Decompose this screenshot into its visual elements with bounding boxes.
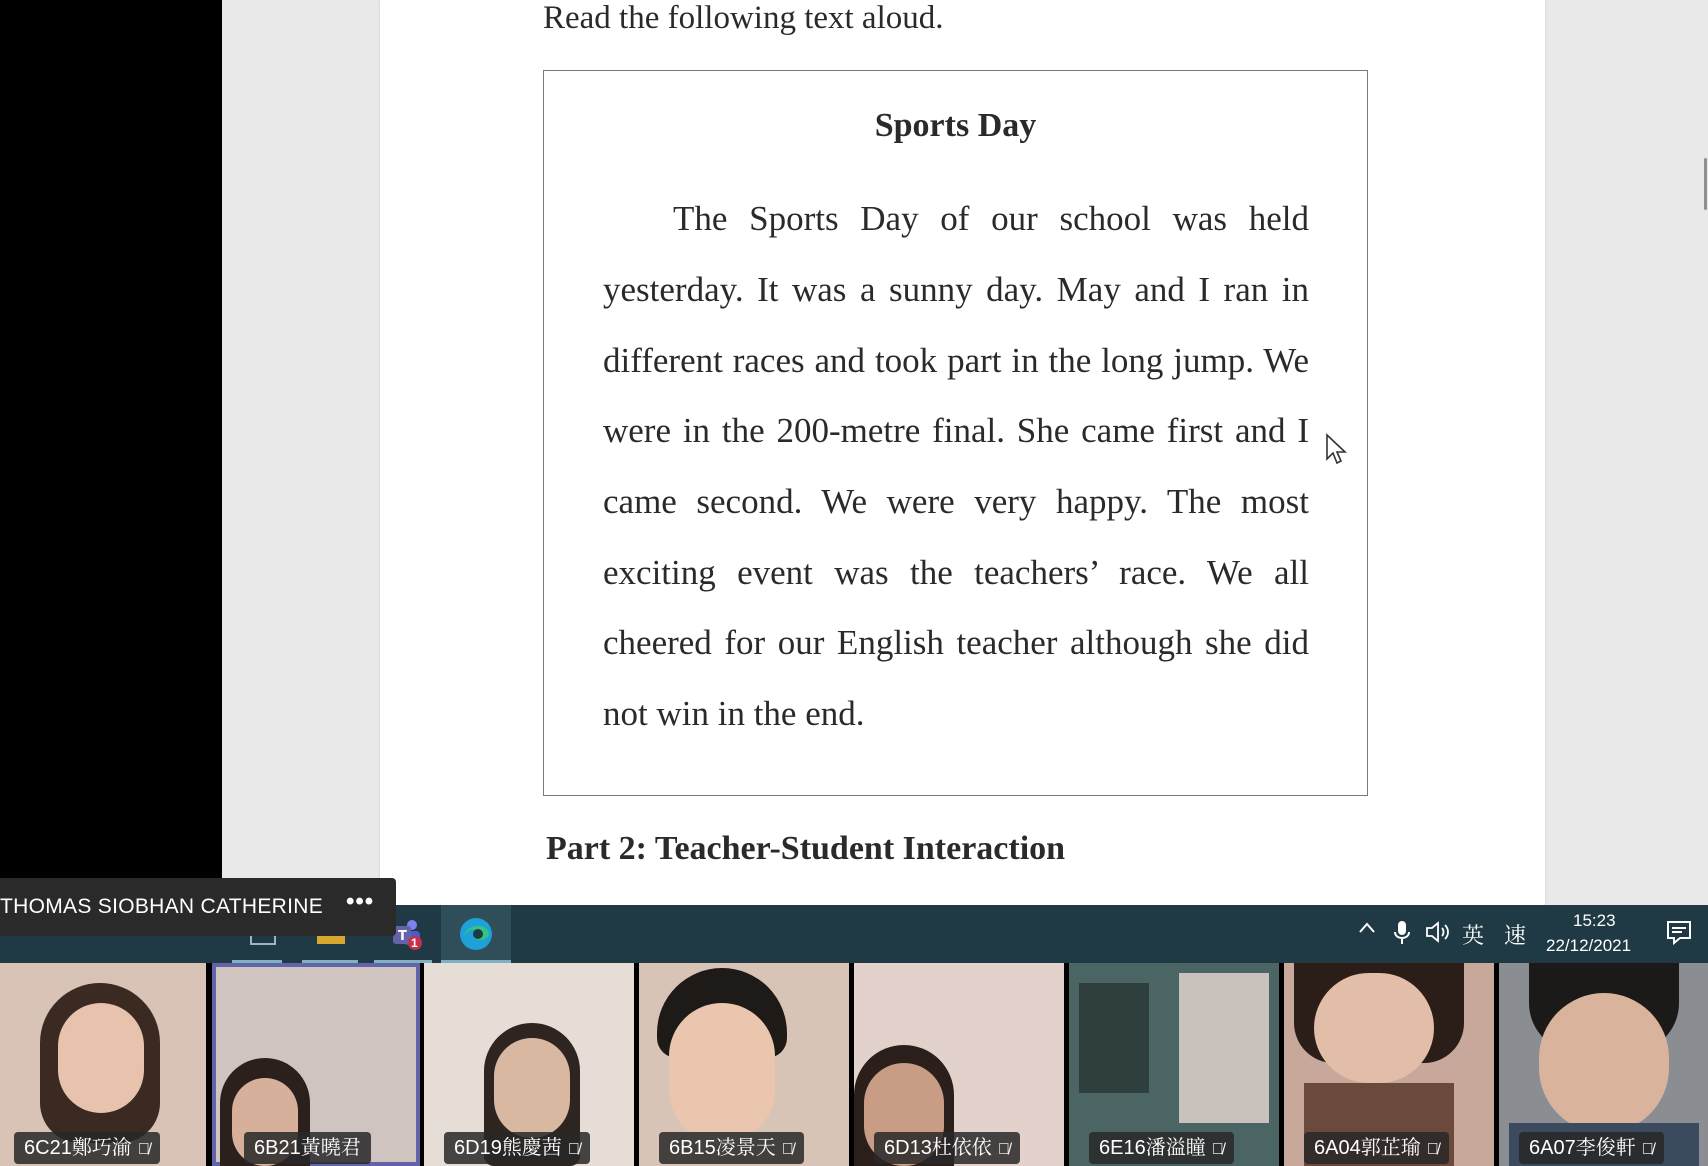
- scrollbar[interactable]: [1704, 158, 1707, 210]
- screen-margin: [0, 0, 222, 905]
- passage-box: [543, 70, 1368, 796]
- volume-icon[interactable]: [1425, 920, 1451, 950]
- passage-line: cheered for our English teacher although she did: [603, 623, 1309, 662]
- participant-tile[interactable]: [854, 963, 1064, 1166]
- instruction-text: Read the following text aloud.: [543, 0, 944, 36]
- mic-off-icon: 🎙̸: [1426, 1141, 1439, 1158]
- participant-name-label: 6D19熊慶茜 🎙̸: [444, 1132, 590, 1164]
- mic-off-icon: 🎙̸: [997, 1141, 1010, 1158]
- participant-tile[interactable]: [1499, 963, 1708, 1166]
- participant-name-label: 6B15凌景天 🎙̸: [659, 1132, 804, 1164]
- passage-line: not win in the end.: [603, 694, 865, 733]
- edge-icon: [458, 916, 494, 952]
- participant-tile[interactable]: [1284, 963, 1494, 1166]
- notification-icon[interactable]: [1666, 919, 1692, 951]
- participant-name-label: 6A04郭芷瑜 🎙̸: [1304, 1132, 1449, 1164]
- participant-tile[interactable]: [1069, 963, 1279, 1166]
- passage-line: were in the 200-metre final. She came first and I: [603, 411, 1309, 450]
- presenter-name: THOMAS SIOBHAN CATHERINE: [0, 895, 324, 918]
- taskbar-app-edge[interactable]: [441, 905, 511, 963]
- clock-date[interactable]: 22/12/2021: [1546, 936, 1632, 955]
- mic-off-icon: 🎙̸: [1211, 1141, 1224, 1158]
- participant-name-label: 6B21黃曉君: [244, 1132, 371, 1164]
- more-options-button[interactable]: •••: [346, 888, 375, 915]
- participant-tile[interactable]: [424, 963, 634, 1166]
- participant-name-label: 6E16潘溢瞳 🎙̸: [1089, 1132, 1234, 1164]
- passage-line: exciting event was the teachers’ race. We all: [603, 553, 1309, 592]
- passage-title: Sports Day: [874, 107, 1037, 144]
- passage-line: yesterday. It was a sunny day. May and I ran in: [603, 270, 1309, 309]
- participant-name-label: 6D13杜依依 🎙̸: [874, 1132, 1020, 1164]
- teams-badge: 1: [411, 936, 418, 950]
- ime-mode[interactable]: 速: [1504, 924, 1527, 949]
- participant-tile[interactable]: [212, 963, 420, 1166]
- svg-text:T: T: [398, 929, 407, 944]
- clock-time[interactable]: 15:23: [1573, 911, 1616, 930]
- participant-name-label: 6A07李俊軒 🎙̸: [1519, 1132, 1664, 1164]
- mouse-pointer-icon: [1325, 433, 1347, 470]
- part2-heading: Part 2: Teacher-Student Interaction: [546, 830, 1066, 867]
- mic-off-icon: 🎙̸: [137, 1141, 150, 1158]
- passage-line: different races and took part in the long jump. We: [603, 341, 1309, 380]
- mic-off-icon: 🎙̸: [781, 1141, 794, 1158]
- passage-line: came second. We were very happy. The most: [603, 482, 1309, 521]
- presenter-label: [0, 878, 396, 936]
- microphone-icon[interactable]: [1393, 920, 1411, 952]
- participant-name-label: 6C21鄭巧渝 🎙̸: [14, 1132, 160, 1164]
- mic-off-icon: 🎙̸: [567, 1141, 580, 1158]
- participant-tile[interactable]: [639, 963, 849, 1166]
- passage-line: The Sports Day of our school was held: [673, 199, 1309, 238]
- participant-tile[interactable]: [0, 963, 206, 1166]
- chevron-up-icon[interactable]: [1357, 918, 1377, 944]
- mic-off-icon: 🎙̸: [1641, 1141, 1654, 1158]
- participant-strip: [0, 963, 1708, 1166]
- ime-language[interactable]: 英: [1462, 924, 1485, 949]
